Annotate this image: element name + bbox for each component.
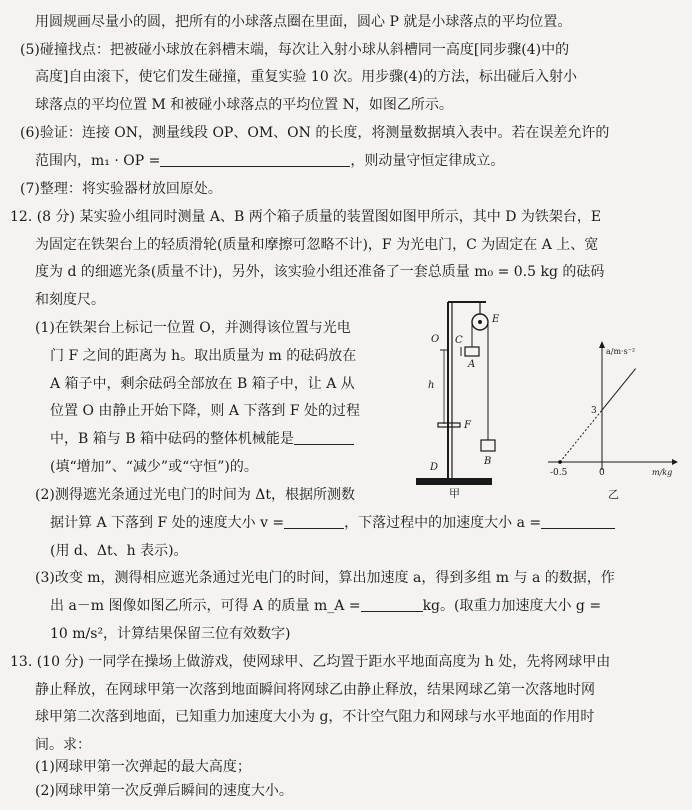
text-line: (填“增加”、“减少”或“守恒”)的。 xyxy=(50,459,258,475)
text-span: 据计算 A 下落到 F 处的速度大小 v = xyxy=(50,515,285,531)
series-line-1 xyxy=(560,410,602,462)
a-m-chart xyxy=(540,335,682,500)
label-o: O xyxy=(431,334,440,345)
text-span: kg。(取重力加速度大小 g = xyxy=(422,598,602,614)
text-line xyxy=(50,513,615,533)
answer-blank[interactable] xyxy=(284,514,344,529)
text-line xyxy=(35,151,504,171)
text-span: 中，B 箱与 B 箱中砝码的整体机械能是 xyxy=(50,431,294,447)
text-line: 门 F 之间的距离为 h。取出质量为 m 的砝码放在 xyxy=(50,348,357,364)
text-line: (1)在铁架台上标记一位置 O，并测得该位置与光电 xyxy=(35,320,351,336)
question-12-header: 12. (8 分) 某实验小组同时测量 A、B 两个箱子质量的装置图如图甲所示，其中 D 为铁架台，E xyxy=(10,209,602,225)
text-line: 和刻度尺。 xyxy=(35,292,105,308)
label-a: A xyxy=(468,359,476,370)
text-span: 出 a－m 图像如图乙所示，可得 A 的质量 m_A = xyxy=(50,598,361,614)
answer-blank[interactable] xyxy=(160,152,350,167)
text-line: 位置 O 由静止开始下降，则 A 下落到 F 处的过程 xyxy=(50,403,361,419)
label-d: D xyxy=(430,462,439,473)
label-c: C xyxy=(455,335,463,346)
answer-blank[interactable] xyxy=(294,430,354,445)
chart-caption: 乙 xyxy=(608,488,619,500)
label-h: h xyxy=(428,380,435,391)
label-e: E xyxy=(492,314,500,325)
x-tick-label: 0 xyxy=(599,468,605,478)
series-line-0 xyxy=(602,369,636,411)
text-line: (1)网球甲第一次弹起的最大高度； xyxy=(35,759,251,775)
box-a xyxy=(465,347,479,356)
text-line: (6)验证：连接 ON，测量线段 OP、OM、ON 的长度，将测量数据填入表中。若在误差允许的 xyxy=(20,125,610,141)
x-axis-arrow-icon xyxy=(672,459,678,465)
text-line: A 箱子中，剩余砝码全部放在 B 箱子中，让 A 从 xyxy=(50,376,355,392)
label-f: F xyxy=(464,420,471,431)
text-line: 球落点的平均位置 M 和被碰小球落点的平均位置 N，如图乙所示。 xyxy=(35,97,453,113)
text-line: 10 m/s²，计算结果保留三位有效数字) xyxy=(50,626,291,642)
text-line: (5)碰撞找点：把被碰小球放在斜槽末端，每次让入射小球从斜槽同一高度[同步骤(4)中的 xyxy=(20,42,570,58)
text-line: 用圆规画尽量小的圆，把所有的小球落点圈在里面，圆心 P 就是小球落点的平均位置。 xyxy=(35,14,572,30)
y-axis-label: a/m·s⁻² xyxy=(606,347,636,356)
text-line: 为固定在铁架台上的轻质滑轮(质量和摩擦可忽略不计)，F 为光电门，C 为固定在 A 上、宽 xyxy=(35,237,599,253)
pulley-axle xyxy=(478,320,482,324)
text-span: ，则动量守恒定律成立。 xyxy=(350,153,505,169)
text-line: (3)改变 m，测得相应遮光条通过光电门的时间，算出加速度 a，得到多组 m 与 a 的数据，作 xyxy=(35,570,615,586)
text-line xyxy=(50,596,601,616)
y-tick-label: 3 xyxy=(591,406,597,417)
x-axis-label: m/kg xyxy=(652,468,673,477)
text-line: 球甲第二次落到地面，已知重力加速度大小为 g，不计空气阻力和网球与水平地面的作用时 xyxy=(35,709,595,725)
text-line: 静止释放，在网球甲第一次落到地面瞬间将网球乙由静止释放，结果网球乙第一次落地时网 xyxy=(35,682,595,698)
text-line: (2)测得遮光条通过光电门的时间为 Δt，根据所测数 xyxy=(35,487,356,503)
answer-blank[interactable] xyxy=(541,514,615,529)
text-line: 间。求： xyxy=(35,737,91,753)
figure-caption: 甲 xyxy=(449,487,460,500)
text-span: 范围内，m₁ · OP = xyxy=(35,153,161,169)
question-13-header: 13. (10 分) 一同学在操场上做游戏，使网球甲、乙均置于距水平地面高度为 h 处，先将网球甲由 xyxy=(10,654,611,670)
text-line xyxy=(50,429,354,449)
y-axis-arrow-icon xyxy=(599,341,605,348)
label-b: B xyxy=(484,456,492,467)
stand-base xyxy=(416,478,492,485)
text-line: (用 d、Δt、h 表示)。 xyxy=(50,543,188,559)
x-tick-point xyxy=(558,460,562,464)
text-line: (2)网球甲第一次反弹后瞬间的速度大小。 xyxy=(35,783,293,799)
box-b xyxy=(481,440,495,451)
answer-blank[interactable] xyxy=(361,597,423,612)
x-tick-label: -0.5 xyxy=(550,468,568,478)
text-line: (7)整理：将实验器材放回原处。 xyxy=(20,181,222,197)
text-line: 度为 d 的细遮光条(质量不计)，另外，该实验小组还准备了一套总质量 m₀ = 0.5 kg 的砝码 xyxy=(35,264,605,280)
text-line: 高度]自由滚下，使它们发生碰撞，重复实验 10 次。用步骤(4)的方法，标出碰后入射小 xyxy=(35,69,578,85)
text-span: ，下落过程中的加速度大小 a = xyxy=(344,515,542,531)
apparatus-figure xyxy=(410,292,525,500)
